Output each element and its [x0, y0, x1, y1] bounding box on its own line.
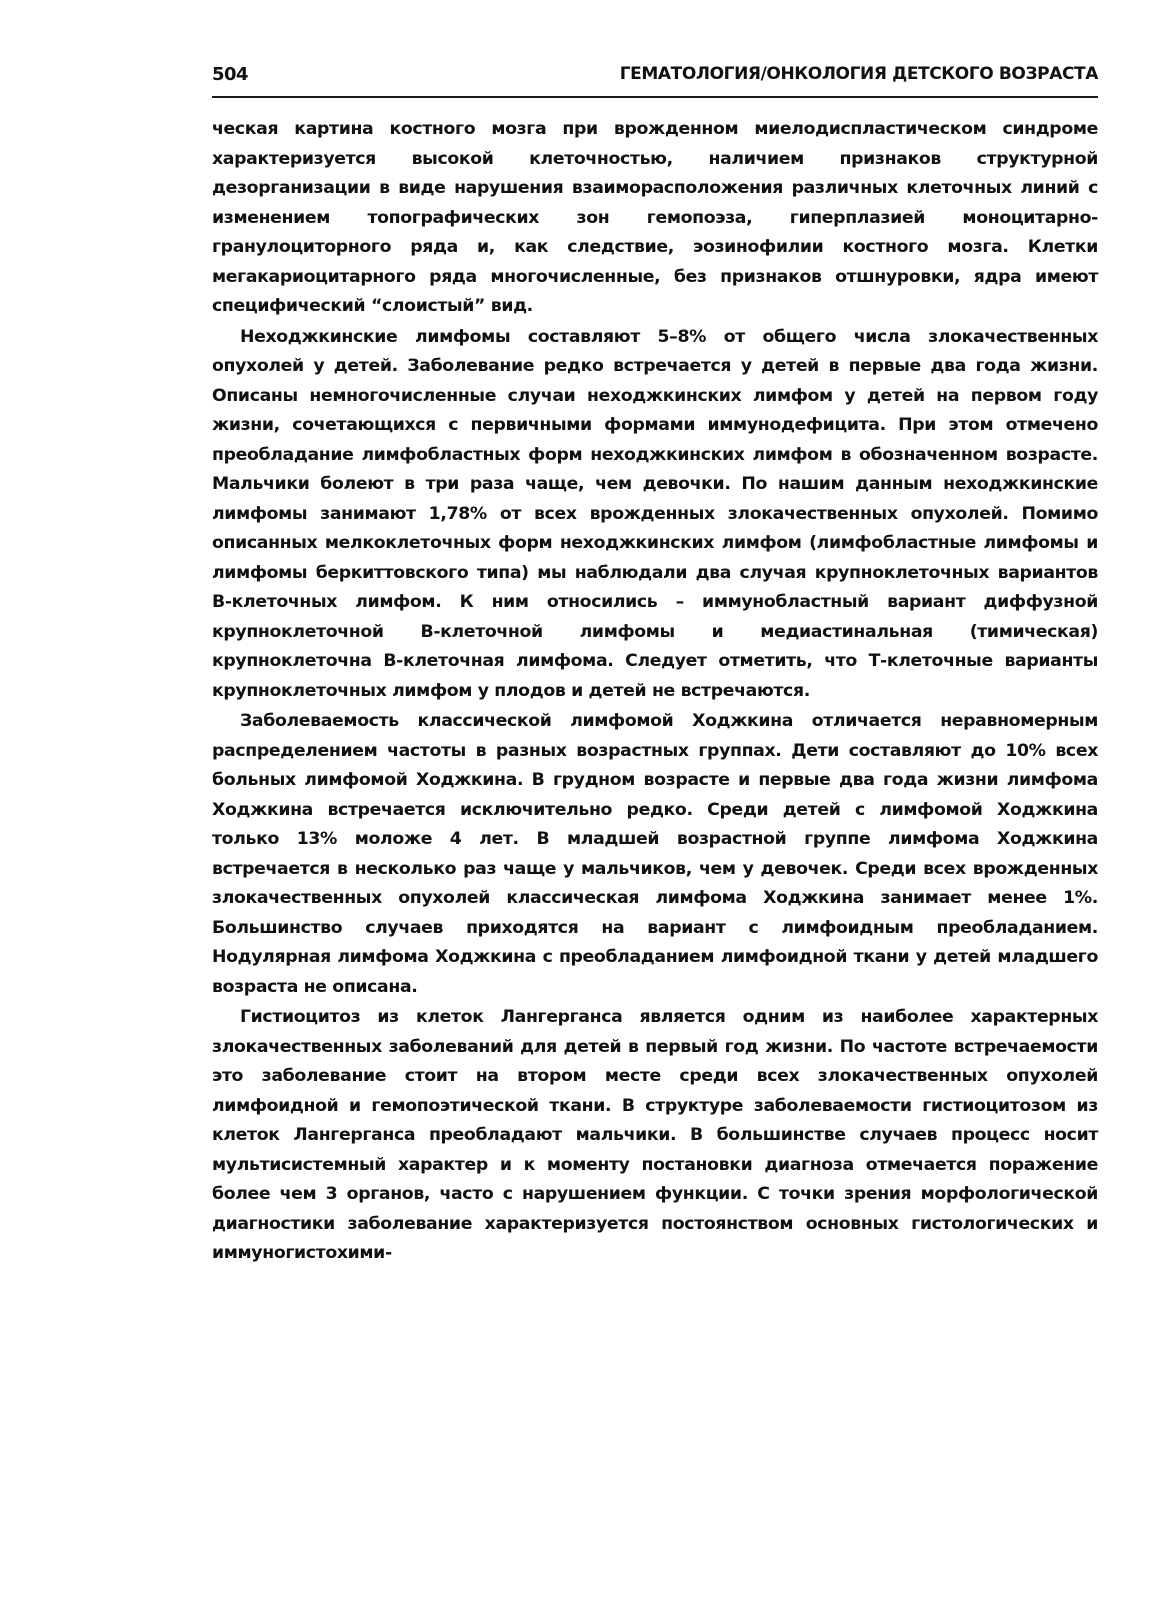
running-title: ГЕМАТОЛОГИЯ/ОНКОЛОГИЯ ДЕТСКОГО ВОЗРАСТА [619, 64, 1098, 84]
body-text [212, 115, 1098, 1270]
page-header [212, 60, 1098, 98]
paragraph-non-hodgkin-lymphomas: Неходжкинские лимфомы составляют 5–8% от общего числа злокачественных опухолей у детей. Заболевание редко встречается у детей в первые два года жизни. Описаны немногочисленные случаи неходжкинских лимфом у детей на первом году жизни, сочетающихся с первичными формами иммунодефицита. При этом отмечено преобладание лимфобластных форм неходжкинских лимфом в обозначенном возрасте. Мальчики болеют в три раза чаще, чем девочки. По нашим данным неходжкинские лимфомы занимают 1,78% от всех врожденных злокачественных опухолей. Помимо описанных мелкоклеточных форм неходжкинских лимфом (лимфобластные лимфомы и лимфомы беркиттовского типа) мы наблюдали два случая крупноклеточных вариантов В-клеточных лимфом. К ним относились – иммунобластный вариант диффузной крупноклеточной В-клеточной лимфомы и медиастинальная (тимическая) крупноклеточна В-клеточная лимфома. Следует отметить, что Т-клеточные варианты крупноклеточных лимфом у плодов и детей не встречаются. [212, 326, 1098, 701]
page-number: 504 [212, 64, 249, 85]
paragraph-hodgkin-lymphoma: Заболеваемость классической лимфомой Ходжкина отличается неравномерным распределением частоты в разных возрастных группах. Дети составляют до 10% всех больных лимфомой Ходжкина. В грудном возрасте и первые два года жизни лимфома Ходжкина встречается исключительно редко. Среди детей с лимфомой Ходжкина только 13% моложе 4 лет. В младшей возрастной группе лимфома Ходжкина встречается в несколько раз чаще у мальчиков, чем у девочек. Среди всех врожденных злокачественных опухолей классическая лимфома Ходжкина занимает менее 1%. Большинство случаев приходятся на вариант с лимфоидным преобладанием. Нодулярная лимфома Ходжкина с преобладанием лимфоидной ткани у детей младшего возраста не описана. [212, 711, 1098, 997]
paragraph-langerhans-histiocytosis: Гистиоцитоз из клеток Лангерганса является одним из наиболее характерных злокачественных заболеваний для детей в первый год жизни. По частоте встречаемости это заболевание стоит на втором месте среди всех злокачественных опухолей лимфоидной и гемопоэтической ткани. В структуре заболеваемости гистиоцитозом из клеток Лангерганса преобладают мальчики. В большинстве случаев процесс носит мультисистемный характер и к моменту постановки диагноза отмечается поражение более чем 3 органов, часто с нарушением функции. С точки зрения морфологической диагностики заболевание характеризуется постоянством основных гистологических и иммуногистохими- [212, 1007, 1098, 1263]
paragraph-continuation: ческая картина костного мозга при врожденном миелодиспластическом синдроме характеризуется высокой клеточностью, наличием признаков структурной дезорганизации в виде нарушения взаиморасположения различных клеточных линий с изменением топографических зон гемопоэза, гиперплазией моноцитарно-гранулоциторного ряда и, как следствие, эозинофилии костного мозга. Клетки мегакариоцитарного ряда многочисленные, без признаков отшнуровки, ядра имеют специфический “слоистый” вид. [212, 119, 1098, 316]
